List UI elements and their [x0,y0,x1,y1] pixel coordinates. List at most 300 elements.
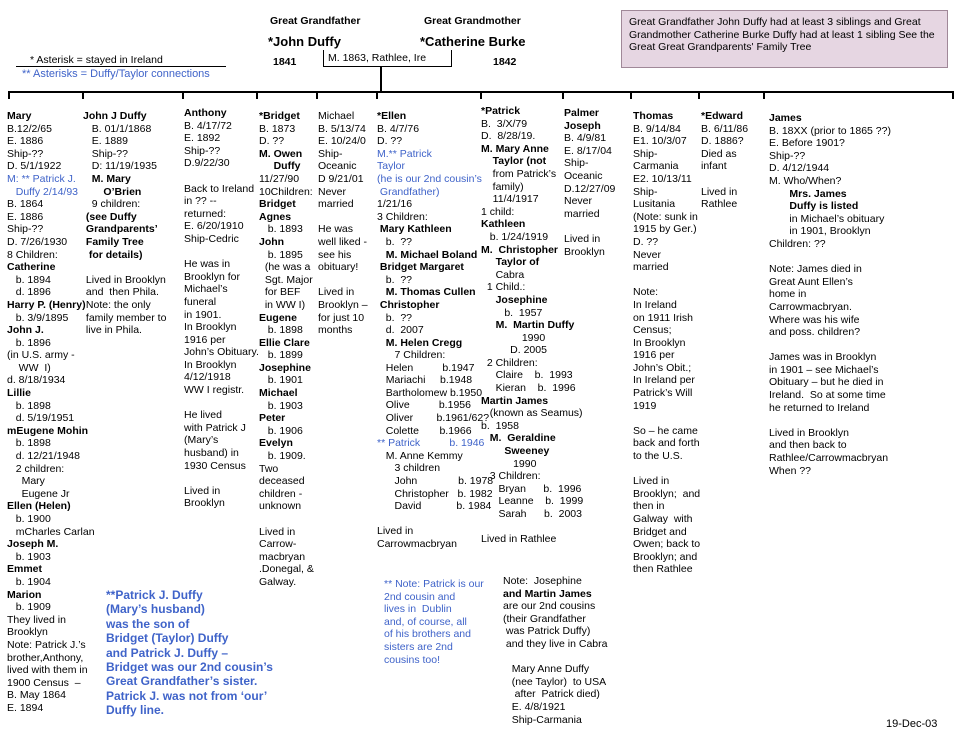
entry-line: b. 1898 [7,437,51,450]
second-cousins-note [503,575,633,726]
entry-line: E. 1892 [184,132,221,145]
entry-line: WW I registr. [184,384,245,397]
entry-line: Ship-Cedric [184,232,239,245]
entry-line: M. Michael Boland [377,248,478,261]
entry-line: John [259,235,285,248]
entry-line: M. Mary Anne [481,142,549,155]
entry-line: Bartholomew b.1950 [377,386,483,399]
entry-line: Brooklyn [184,497,225,510]
drop-james [763,91,765,99]
entry-line: When ?? [769,464,812,477]
entry-line: Josephine [481,293,548,306]
entry-line: (their Grandfather [503,612,586,625]
entry-line: Leanne b. 1999 [481,495,584,508]
entry-line: married [633,261,669,274]
entry-line: and Martin James [503,587,592,600]
entry-line: Ellie Clare [259,336,310,349]
entry-line: Two [259,462,279,475]
entry-line: B. 4/17/72 [184,119,232,132]
entry-line: and they live in Cabra [503,637,608,650]
entry-line: Mary Anne Duffy [503,663,590,676]
entry-line: D.9/22/30 [184,157,230,170]
entry-line: E. 1894 [7,701,44,714]
entry-line: Emmet [7,563,43,576]
entry-line: E. Before 1901? [769,137,845,150]
entry-line: and, of course, all [384,615,467,628]
entry-line: Bryan b. 1996 [481,482,582,495]
entry-line: in 1901. [184,308,222,321]
entry-line: d. 5/19/1951 [7,412,75,425]
entry-line: well liked - [318,235,368,248]
entry-line [564,220,630,233]
entry-line: Mary Kathleen [377,223,452,236]
entry-line: B. 5/13/74 [318,122,366,135]
entry-line: Taylor [377,160,406,173]
entry-line: He was [318,223,354,236]
entry-line: M. Martin Duffy [481,319,575,332]
entry-line: .Donegal, & [259,563,314,576]
entry-line: In Brooklyn [184,358,237,371]
drop-bridget [256,91,258,99]
entry-line: he returned to Ireland [769,401,870,414]
entry-line: married [564,207,600,220]
entry-line: M. Who/When? [769,174,842,187]
entry-line: cousins too! [384,653,441,666]
entry-line: Children: ?? [769,237,826,250]
entry-line: D.12/27/09 [564,182,616,195]
entry-line: B. 4/7/76 [377,122,420,135]
entry-line: John’s Obit.; [633,361,692,374]
entry-line: D. 8/28/19. [481,130,536,143]
entry-line: b. 1900 [7,513,51,525]
entry-line: In Brooklyn [184,321,237,334]
entry-line: deceased [259,475,305,488]
entry-line: (Note: sunk in [633,210,698,223]
entry-line: and then back to [769,439,847,452]
entry-line: Duffy 2/14/93 [7,185,79,198]
entry-line: Never [318,185,347,198]
entry-line: Carrow- [259,538,297,551]
entry-line: D 9/21/01 [318,172,364,185]
siblings-note-box: Great Grandfather John Duffy had at least 3 siblings and Great Grandmother Catherine Burke Duffy had at least 1 sibling See the Great Great Grandparents' Family Tree [621,10,948,68]
entry-line: Owen; back to [633,538,701,551]
entry-line: 2nd cousin and [384,590,456,603]
entry-line: with Patrick J [184,421,246,434]
entry-line: E2. 10/13/11 [633,172,692,185]
entry-line: Olive b.1956 [377,399,471,412]
entry-line: Christopher [377,298,440,311]
entry-line: 10Children: [259,185,313,198]
entry-line: Evelyn [259,437,293,450]
entry-line: home in [769,288,807,301]
marriage-bracket-left [323,50,324,66]
entry-line: Lived in [701,185,738,198]
entry-line: Mary [7,475,45,488]
entry-line: Lusitania [633,198,676,211]
entry-line: Ship-?? [83,147,128,160]
entry-line: *Ellen [377,110,407,122]
legend-asterisk: * Asterisk = stayed in Ireland [30,54,163,66]
entry-line: Lived in Brooklyn [83,273,166,286]
entry-line: Anthony [184,107,227,119]
entry-line: in Michael’s obituary [769,212,885,225]
entry-line: in 1901 – see Michael’s [769,363,879,376]
entry-line: d. 8/18/1934 [7,374,66,387]
entry-line: Grandparents’ [83,223,158,236]
entry-line: Helen b.1947 [377,361,475,374]
entry-line [633,463,701,476]
entry-line: b. 1903 [259,399,303,412]
entry-line: b. 1/24/1919 [481,230,549,243]
entry-line: Ship-?? [7,223,44,236]
entry-line: E. 6/20/1910 [184,220,244,233]
entry-line: In Ireland [633,298,677,311]
entry-line: Lived in [564,232,601,245]
entry-line: Lived in [633,475,670,488]
entry-line: unknown [259,500,302,513]
marriage-note: M. 1863, Rathlee, Ire [328,52,427,64]
entry-line: B. 18XX (prior to 1865 ??) [769,124,891,137]
entry-line: Brooklyn [564,245,605,258]
entry-line: (see Duffy [83,210,137,223]
ellen-grandchildren [377,349,495,551]
entry-line: family member to [83,311,167,324]
entry-line: Ship- [318,147,343,160]
entry-line: Sarah b. 2003 [481,508,582,520]
entry-line [481,521,609,534]
entry-line: ** Note: Patrick is our [384,578,484,590]
entry-line: Christopher b. 1982 [377,487,493,500]
entry-line [769,251,949,264]
entry-line: D. 7/26/1930 [7,235,68,248]
entry-line: Ship-?? [184,144,221,157]
entry-line: Eugene Jr [7,487,70,500]
entry-line: mEugene Mohin [7,424,89,437]
entry-line: on 1911 Irish [633,311,693,324]
entry-line: M. Helen Cregg [377,336,463,349]
entry-line: Catherine [7,261,56,274]
entry-line: b. 1896 [7,336,51,349]
great-grandmother-label: Great Grandmother [424,15,521,27]
entry-line: Sweeney [481,445,550,458]
entry-line: Note: the only [83,298,151,311]
entry-line: live in Phila. [83,324,142,337]
entry-line: B. 9/14/84 [633,122,681,135]
entry-line: 3 Children: [377,210,428,223]
entry-line: Lived in [318,286,355,299]
entry-line: 3 children [377,462,441,475]
entry-line: D. ?? [633,235,659,248]
entry-line: 3 Children: [481,470,541,483]
entry-line: 4/12/1918 [184,371,231,384]
entry-line: 7 Children: [377,349,446,361]
entry-line: David b. 1984 [377,500,492,513]
entry-line: Taylor of [481,256,540,269]
entry-line: E. 1886 [7,135,44,148]
entry-line: D. ?? [259,135,285,148]
entry-line: Note: Josephine [503,575,582,587]
entry-line: Claire b. 1993 [481,369,573,382]
entry-line [377,513,495,526]
entry-line: and then Phila. [83,286,159,299]
entry-line: (Mary’s [184,434,219,447]
entry-line: sisters are 2nd [384,640,453,653]
entry-line [318,274,376,287]
entry-line: John’s Obituary. [184,346,259,359]
entry-line: b. 1898 [7,399,51,412]
drop-john [82,91,84,99]
entry-line: John J. [7,324,44,337]
entry-line: b. ?? [377,311,413,324]
entry-line: Galway. [259,575,297,588]
entry-line: 11/27/90 [259,172,300,185]
entry-line: B. 1864 [7,198,44,211]
entry-line: E. 4/8/1921 [503,700,566,713]
entry-line: Carrowmacbryan. [769,300,852,313]
entry-line: for just 10 [318,311,365,324]
entry-line: Duffy [259,160,301,173]
entry-line: Cabra [481,268,525,281]
entry-line: Michael [259,387,298,400]
entry-line: Lived in Brooklyn [769,426,849,439]
entry-line: Note: [633,286,659,299]
entry-line: Back to Ireland [184,182,255,195]
entry-line: Joseph M. [7,538,59,551]
entry-line: b. 1903 [7,550,51,563]
entry-line: b. ?? [377,273,413,286]
entry-line: Ship- [633,147,658,160]
entry-line: M. Owen [259,147,303,160]
entry-line: Sgt. Major [259,273,313,286]
entry-line: Brooklyn for [184,270,241,283]
entry-line [769,414,949,427]
entry-line: and poss. children? [769,326,861,339]
entry-line: Carrowmacbryan [377,537,457,550]
entry-line: 1/21/16 [377,198,413,211]
entry-line: Carmania [633,160,679,173]
entry-line: Grandfather) [377,185,440,198]
entry-line: Michael [318,110,355,122]
entry-line: Bridget and [633,525,687,538]
entry-line: obituary! [318,261,359,274]
drop-patrick [480,91,482,99]
entry-line: Bridget Margaret [377,261,464,274]
entry-line: Note: James died in [769,263,862,276]
entry-line: b. 1898 [259,324,303,337]
entry-line: Died as [701,147,737,160]
entry-line: Obituary – but he died in [769,376,884,389]
entry-line [633,274,701,287]
great-grandfather-label: Great Grandfather [270,15,361,27]
entry-line: M. Mary [83,172,131,185]
entry-line: Ship-?? [7,147,44,160]
entry-line: M.** Patrick [377,147,432,160]
entry-line: to the U.S. [633,450,683,463]
entry-line: d. 1896 [7,286,51,299]
entry-line: Family Tree [83,235,144,248]
entry-line: D. 4/12/1944 [769,162,830,175]
entry-line: Note: Patrick J.’s [7,638,86,651]
entry-line: macbryan [259,550,306,563]
entry-line: from Patrick’s [481,167,557,180]
entry-line: b. 1958 [481,419,519,432]
entry-line: M. Geraldine [481,432,556,445]
entry-line: Colette b.1966 [377,424,472,437]
entry-line: Brooklyn; and [633,550,698,563]
entry-line: John b. 1978 [377,474,494,487]
legend-underline [16,66,226,67]
entry-line: lives in Dublin [384,603,452,616]
great-grandmother-name: *Catherine Burke [420,34,526,49]
entry-line: Census; [633,324,672,337]
entry-line: b. 1895 [259,248,303,261]
child-john [83,110,181,337]
entry-line: Duffy is listed [769,200,859,213]
child-ellen [377,110,481,349]
entry-line: E. 1886 [7,210,44,223]
entry-line: D. 5/1/1922 [7,160,62,173]
entry-line: Rathlee/Carrowmacbryan [769,452,889,465]
entry-line: Ship- [633,185,658,198]
entry-line [318,211,376,224]
entry-line [184,246,256,259]
entry-line: They lived in [7,613,66,626]
entry-line: b. 1906 [259,424,303,437]
entry-line: 9 children: [83,198,141,211]
entry-line: b. 3/9/1895 [7,311,69,324]
entry-line: Ellen (Helen) [7,500,71,513]
entry-line: B. 4/9/81 [564,132,607,145]
entry-line: see his [318,248,352,261]
drop-michael [316,91,318,99]
child-thomas [633,110,701,576]
child-edward [701,110,763,211]
entry-line: He was in [184,258,231,271]
great-grandfather-name: *John Duffy [268,34,341,49]
entry-line: ** Patrick b. 1946 [377,437,485,450]
entry-line: 1900 Census – [7,676,81,689]
entry-line [184,472,256,485]
entry-line: M. Thomas Cullen [377,286,476,299]
entry-line: 11/4/1917 [481,193,539,206]
entry-line: Joseph [564,119,601,132]
drop-edward [698,91,700,99]
entry-line [503,651,633,664]
entry-line: Ship-?? [769,149,806,162]
entry-line: Thomas [633,110,674,122]
entry-line: 1990 [481,331,546,344]
patrick-cousin-note [384,578,504,666]
entry-line: O’Brien [83,185,142,198]
entry-line: John J Duffy [83,110,147,122]
drop-mary [8,91,10,99]
entry-line: b. 1901 [259,374,303,387]
entry-line: D. 2005 [481,344,547,357]
entry-line: Never [564,195,593,208]
entry-line: Where was his wife [769,313,860,326]
entry-line: Mariachi b.1948 [377,374,473,387]
entry-line: are our 2nd cousins [503,600,596,613]
entry-line: (in U.S. army - [7,349,75,362]
entry-line: 1916 per [633,349,675,362]
entry-line: E1. 10/3/07 [633,135,687,148]
entry-line: James [769,112,802,124]
entry-line: B. May 1864 [7,689,66,702]
entry-line: Martin James [481,394,549,407]
entry-line: 2 Children: [481,356,538,369]
entry-line [259,513,317,526]
entry-line: Lived in Rathlee [481,533,557,546]
entry-line: funeral [184,295,217,308]
entry-line: Brooklyn; and [633,487,701,500]
entry-line: was Patrick Duffy) [503,625,591,638]
entry-line: Ship- [564,157,589,170]
entry-line: b. 1904 [7,575,51,588]
entry-line: d. 2007 [377,324,424,337]
entry-line: Never [633,248,662,261]
drop-right-end [952,91,954,99]
entry-line: E. 8/17/04 [564,144,612,157]
drop-ellen [376,91,378,99]
entry-line: B. 6/11/86 [701,122,749,135]
child-palmer [564,107,630,258]
entry-line: b. 1899 [259,349,303,362]
entry-line: James was in Brooklyn [769,351,877,364]
entry-line: b. 1909. [259,450,306,463]
entry-line: He lived [184,409,222,422]
entry-line: *Edward [701,110,744,122]
entry-line: b. 1894 [7,273,51,286]
great-grandmother-year: 1842 [493,56,517,68]
entry-line: So – he came [633,424,698,437]
entry-line: b. ?? [377,235,413,248]
entry-line: b. 1957 [481,306,543,319]
trunk-line [380,66,382,92]
entry-line: Kieran b. 1996 [481,382,576,395]
entry-line: Lillie [7,387,31,400]
entry-line: Great Aunt Ellen’s [769,275,853,288]
entry-line: E. 1889 [83,135,128,148]
entry-line: (he is our 2nd cousin’s [377,172,482,185]
entry-line: months [318,324,353,337]
entry-line: in ?? -- [184,195,217,208]
entry-line: 8 Children: [7,248,58,261]
entry-line: 1919 [633,399,657,412]
entry-line [633,412,701,425]
entry-line: B. 01/1/1868 [83,122,152,135]
entry-line: b. 1909 [7,601,51,614]
entry-line [184,397,256,410]
entry-line: 1915 by Ger.) [633,223,697,236]
entry-line: 1990 [481,457,537,470]
entry-line: family) [481,180,524,193]
entry-line [701,173,763,186]
drop-anthony [182,91,184,99]
entry-line: returned: [184,207,227,220]
entry-line: Michael’s [184,283,228,296]
entry-line: 2 children: [7,462,65,475]
child-bridget [259,110,317,589]
entry-line: after Patrick died) [503,688,600,701]
entry-line: Palmer [564,107,600,119]
entry-line: b. 1893 [259,223,303,236]
entry-line: Galway with [633,513,693,525]
entry-line: D. 1886? [701,135,744,148]
entry-line: d. 12/21/1948 [7,450,80,463]
entry-line: for BEF [259,286,301,299]
entry-line: B. 1873 [259,122,296,135]
entry-line: B.12/2/65 [7,122,52,135]
